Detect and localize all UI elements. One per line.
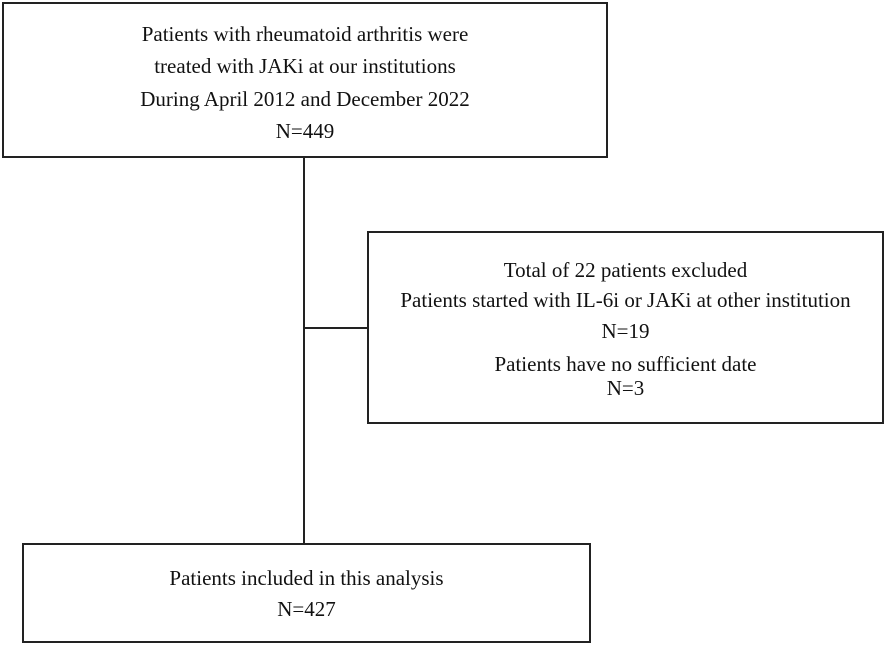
enrollment-line-3: During April 2012 and December 2022 [140, 87, 470, 111]
enrollment-box [2, 2, 608, 158]
analysis-box [22, 543, 591, 643]
flow-connector-vertical [303, 158, 305, 543]
flow-connector-to-exclusion [303, 327, 367, 329]
exclusion-reason-1: Patients started with IL-6i or JAKi at other institution [400, 288, 851, 312]
exclusion-reason-2: Patients have no sufficient date [494, 352, 757, 376]
enrollment-line-2: treated with JAKi at our institutions [154, 54, 456, 78]
analysis-label: Patients included in this analysis [169, 566, 444, 590]
enrollment-count: N=449 [275, 119, 335, 143]
enrollment-line-1: Patients with rheumatoid arthritis were [141, 22, 469, 46]
exclusion-total: Total of 22 patients excluded [503, 258, 748, 282]
exclusion-box [367, 231, 884, 424]
exclusion-reason-1-count: N=19 [601, 319, 650, 343]
analysis-count: N=427 [277, 597, 336, 621]
exclusion-reason-2-count: N=3 [606, 376, 645, 400]
